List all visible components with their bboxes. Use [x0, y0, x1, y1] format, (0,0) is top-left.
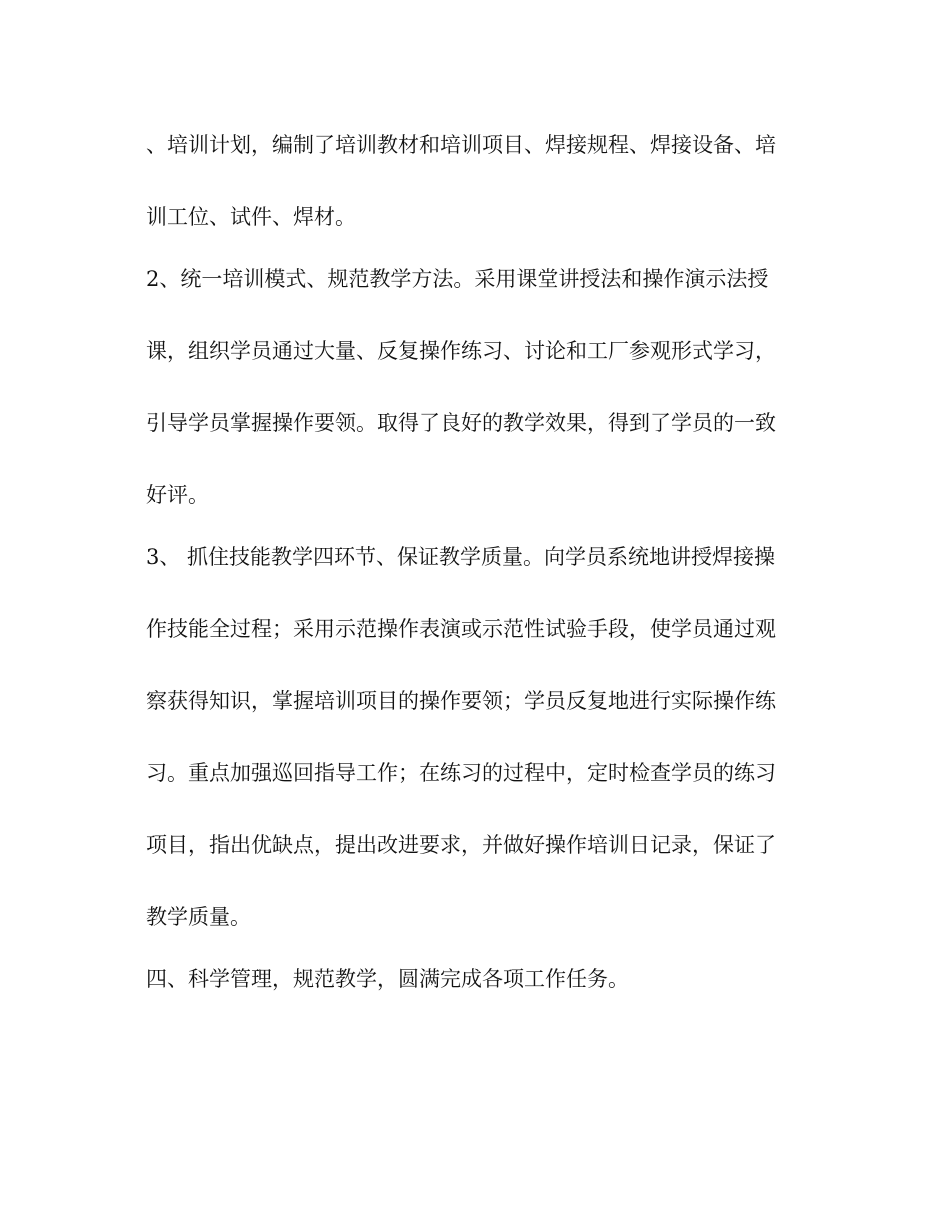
text-line-13: 四、科学管理，规范教学，圆满完成各项工作任务。 [146, 967, 629, 991]
text-line-6: 好评。 [146, 483, 209, 507]
text-line-5: 引导学员掌握操作要领。取得了良好的教学效果，得到了学员的一致 [146, 411, 776, 435]
text-line-4: 课，组织学员通过大量、反复操作练习、讨论和工厂参观形式学习， [146, 339, 776, 363]
text-line-9: 察获得知识，掌握培训项目的操作要领；学员反复地进行实际操作练 [146, 689, 776, 713]
text-line-1: 、培训计划，编制了培训教材和培训项目、焊接规程、焊接设备、培 [146, 133, 776, 157]
text-line-7: 3、 抓住技能教学四环节、保证教学质量。向学员系统地讲授焊接操 [146, 545, 776, 569]
text-line-10: 习。重点加强巡回指导工作；在练习的过程中，定时检查学员的练习 [146, 761, 776, 785]
text-line-11: 项目，指出优缺点，提出改进要求，并做好操作培训日记录，保证了 [146, 833, 776, 857]
text-line-12: 教学质量。 [146, 905, 251, 929]
text-line-2: 训工位、试件、焊材。 [146, 205, 356, 229]
text-line-3: 2、统一培训模式、规范教学方法。采用课堂讲授法和操作演示法授 [146, 267, 769, 291]
text-line-8: 作技能全过程；采用示范操作表演或示范性试验手段，使学员通过观 [146, 617, 776, 641]
